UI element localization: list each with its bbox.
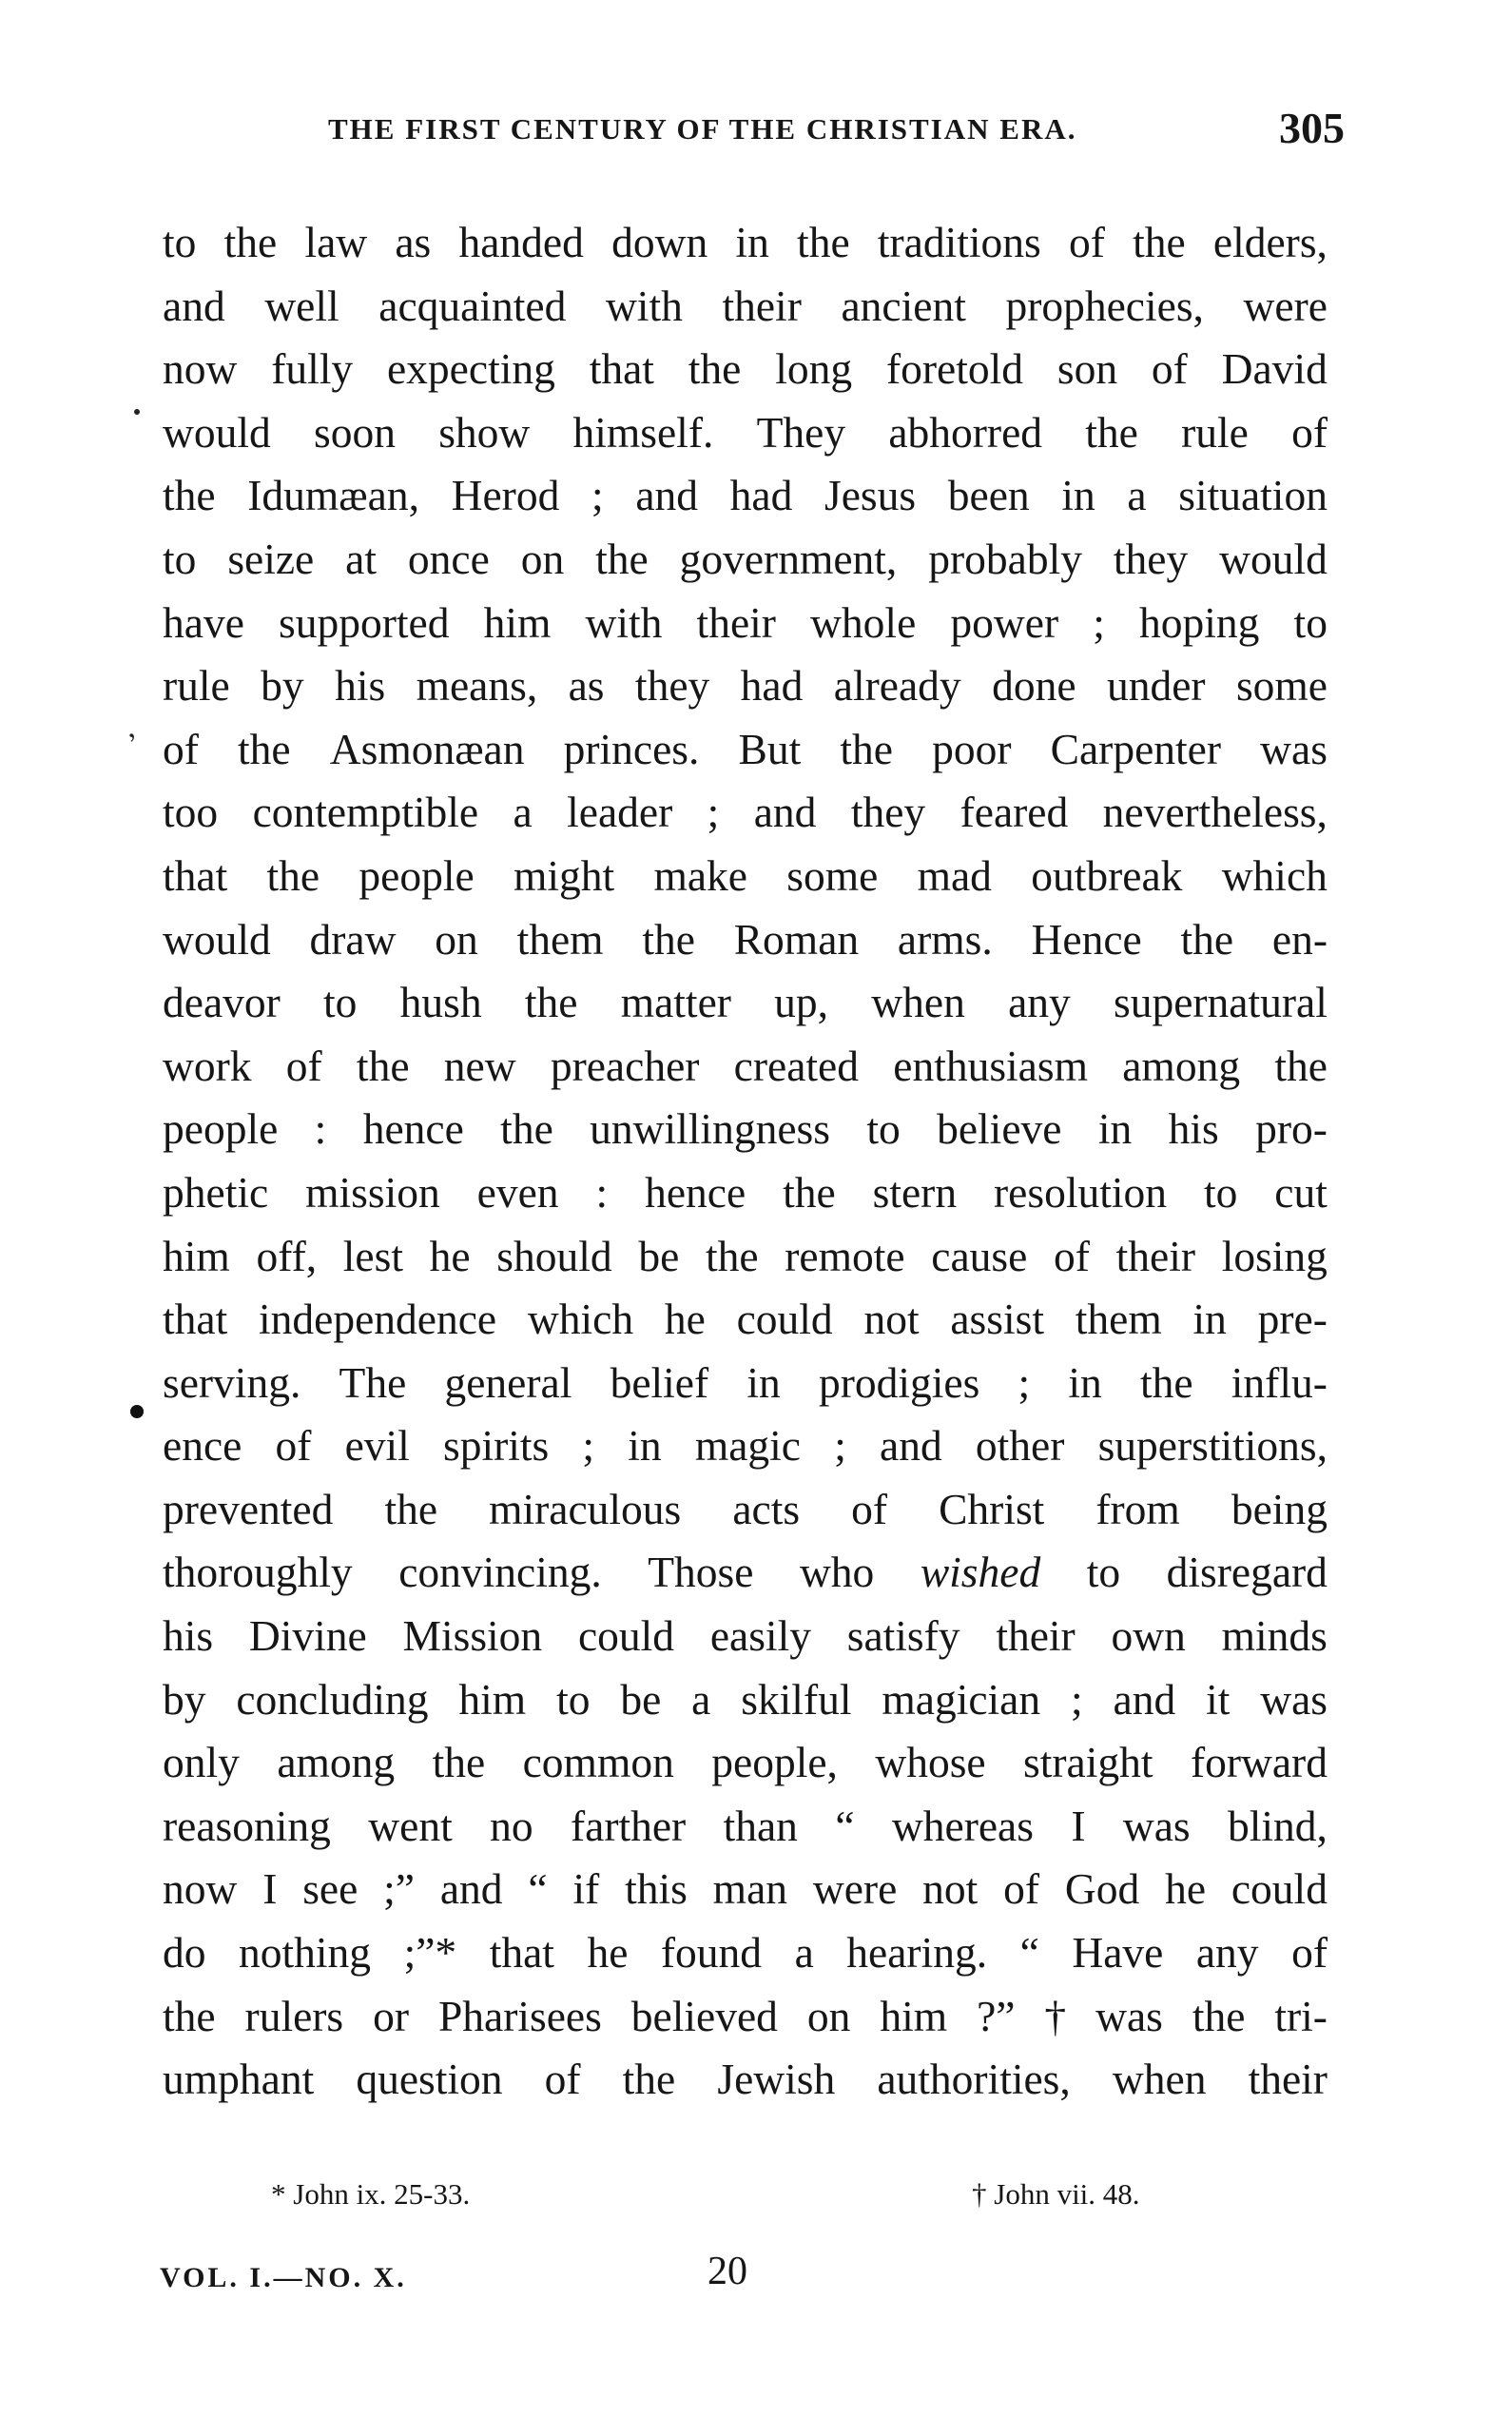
text-line: do nothing ;”* that he found a hearing. “ Have any of [163,1928,1328,1978]
text-line: prevented the miraculous acts of Christ from being [163,1484,1328,1533]
footnote-john-ix: * John ix. 25-33. [271,2177,471,2211]
text-line: now fully expecting that the long foretold son of David [163,344,1328,394]
text-line: would draw on them the Roman arms. Hence the en- [163,914,1328,964]
running-title: THE FIRST CENTURY OF THE CHRISTIAN ERA. [328,112,1077,146]
margin-tick-mark: ʼ [123,725,145,761]
text-line: that the people might make some mad outbreak which [163,850,1328,900]
text-line: by concluding him to be a skilful magician ; and it was [163,1674,1328,1724]
text-line: reasoning went no farther than “ whereas I was blind, [163,1801,1328,1850]
text-line: people : hence the unwillingness to believe in his pro- [163,1104,1328,1154]
text-line: deavor to hush the matter up, when any supernatural [163,978,1328,1027]
text-line: to seize at once on the government, probably they would [163,534,1328,583]
text-line: too contemptible a leader ; and they feared nevertheless, [163,788,1328,837]
body-text [163,211,1328,2112]
text-line: thoroughly convincing. Those who wished to disregard [163,1548,1328,1597]
margin-ink-blot [130,1405,144,1418]
text-line: only among the common people, whose straight forward [163,1738,1328,1787]
text-line: work of the new preacher created enthusiasm among the [163,1041,1328,1090]
page-number: 305 [1279,104,1345,152]
footnote-john-vii: † John vii. 48. [972,2177,1140,2211]
text-line: to the law as handed down in the traditions of the elders, [163,218,1328,266]
text-line: have supported him with their whole power ; hoping to [163,597,1328,647]
text-line: of the Asmonæan princes. But the poor Carpenter was [163,724,1328,773]
text-line: his Divine Mission could easily satisfy their own minds [163,1611,1328,1661]
text-line: that independence which he could not assist them in pre- [163,1295,1328,1344]
text-line: the Idumæan, Herod ; and had Jesus been in a situation [163,471,1328,520]
text-line: serving. The general belief in prodigies ; in the influ- [163,1357,1328,1407]
text-line: now I see ;” and “ if this man were not of God he could [163,1864,1328,1914]
text-line: rule by his means, as they had already done under some [163,661,1328,711]
text-line: him off, lest he should be the remote cause of their losing [163,1231,1328,1280]
printer-signature: 20 [708,2250,747,2293]
text-line: and well acquainted with their ancient prophecies, were [163,281,1328,330]
text-line: would soon show himself. They abhorred the rule of [163,407,1328,457]
text-line: the rulers or Pharisees believed on him ?” † was the tri- [163,1991,1328,2040]
volume-number: VOL. I.—NO. X. [160,2262,407,2293]
margin-dot-mark [134,409,140,415]
text-line: ence of evil spirits ; in magic ; and other superstitions, [163,1421,1328,1471]
text-line: umphant question of the Jewish authorities, when their [163,2055,1328,2104]
text-line: phetic mission even : hence the stern resolution to cut [163,1167,1328,1217]
